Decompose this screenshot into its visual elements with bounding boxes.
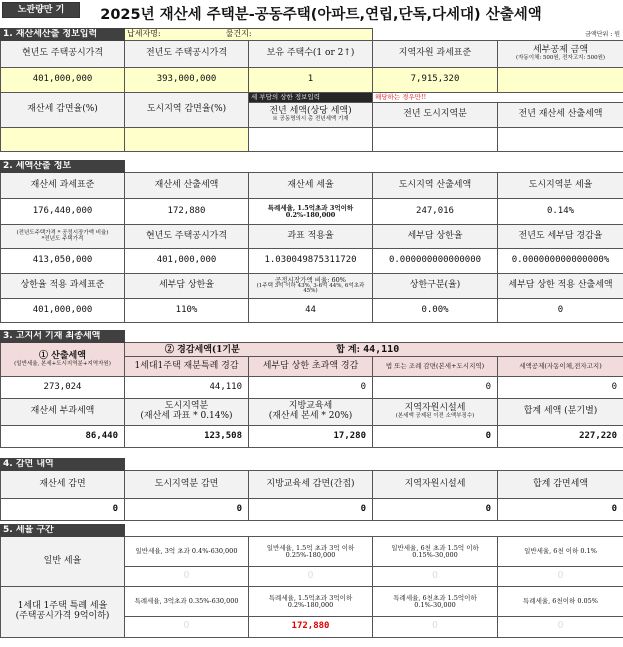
header-prop-tax: 재산세 부과세액: [1, 399, 125, 426]
special-tier-1: 특례세율, 3억초과 0.35%-630,000: [125, 587, 249, 617]
calc-tax-value: 172,880: [125, 199, 249, 225]
special-tier-2: 특례세율, 1.5억초과 3억이하 0.2%-180,000: [249, 587, 373, 617]
local-std-input[interactable]: 7,915,320: [373, 68, 498, 93]
section-4-table: [0, 458, 623, 521]
header-local-res-sub: (본세액 공제된 이전 소액부징수): [395, 413, 475, 420]
header-badge: 노관량만 기: [2, 2, 80, 18]
header-edu-sub: (재산세 본세 * 20%): [268, 411, 353, 421]
section-2-heading: 2. 세액산출 정보: [1, 161, 125, 173]
section-5-table: [0, 524, 623, 638]
header-house-count: 보유 주택수(1 or 2↑): [249, 41, 373, 68]
header-tax-std: 재산세 과세표준: [1, 173, 125, 199]
prop-tax-value: 86,440: [1, 426, 125, 448]
header-cur-price: 현년도 주택공시가격: [1, 41, 125, 68]
header-urban: [125, 399, 249, 426]
section-5-heading: 5. 세율 구간: [1, 525, 125, 537]
special-tier-3: 특례세율, 6천초과 1.5억이하 0.1%-30,000: [373, 587, 498, 617]
special-tier-4: 특례세율, 6천이하 0.05%: [498, 587, 623, 617]
header-prev-local: 전년 재산세 산출세액: [498, 103, 623, 128]
cap-info-banner: 세 부담의 상한 정보입력: [249, 93, 373, 103]
sum-value: 227,220: [498, 426, 623, 448]
general-tier-4: 일반세율, 6천 이하 0.1%: [498, 537, 623, 567]
edu-value: 17,280: [249, 426, 373, 448]
header-deduct-sub: (자동이체: 500원, 전자고지: 500원): [515, 55, 606, 62]
header-reduce-sum: 합계 감면세액: [498, 471, 623, 499]
cap-rate-value: 0.000000000000000: [373, 249, 498, 274]
cap-type-value: 0.00%: [373, 299, 498, 323]
capped-std-value: 401,000,000: [1, 299, 125, 323]
header-auto-deduct: 세액공제(자동이체,전자고지): [498, 357, 623, 377]
reduce-urban-value: 0: [125, 499, 249, 521]
section-2-table: [0, 160, 623, 323]
section-4-heading: 4. 감면 내역: [1, 459, 125, 471]
header-local-res-title: 지역자원시설세: [404, 403, 466, 414]
section-3-table: [0, 330, 623, 448]
header-urban-reduce: 도시지역 감면율(%): [125, 93, 249, 128]
reduce-prop-value: 0: [1, 499, 125, 521]
calc-total-value: 273,024: [1, 377, 125, 399]
fmv-value: 44: [249, 299, 373, 323]
reduce-input[interactable]: [1, 128, 125, 152]
header-rate: 재산세 세율: [249, 173, 373, 199]
special-value: 44,110: [125, 377, 249, 399]
header-prev-tax-sub: ※ 공동명의시 총 전년세액 기재: [272, 116, 349, 123]
header-urban-calc: 도시지역 산출세액: [373, 173, 498, 199]
urban-reduce-input[interactable]: [125, 128, 249, 152]
page-title: 2025년 재산세 주택분-공동주택(아파트,연립,단독,다세대) 산출세액: [100, 7, 542, 23]
cap-excess-value: 0: [249, 377, 373, 399]
cap-info-note: 해당하는 경우만!!: [375, 92, 427, 101]
cap-ratio-value: 110%: [125, 299, 249, 323]
reduce-sum-value: 0: [498, 499, 623, 521]
header-prev-tax-title: 전년 세액(상당 세액): [269, 106, 352, 117]
header-calc-total: [1, 343, 125, 377]
section-1-heading: 1. 재산세산출 정보입력: [1, 29, 125, 41]
urban-rate-value: 0.14%: [498, 199, 623, 225]
rate-value: 특례세율, 1.5억초과 3억이하 0.2%-180,000: [249, 199, 373, 225]
header-fmv-title: 공정시장가액 비율: 60%: [274, 275, 346, 284]
header-calc-title: ① 산출세액: [39, 350, 86, 361]
house-count-input[interactable]: 1: [249, 68, 373, 93]
prev-urban-input[interactable]: [373, 128, 498, 152]
general-tier-2: 일반세율, 1.5억 초과 3억 이하 0.25%-180,000: [249, 537, 373, 567]
header-urban-title: 도시지역분: [164, 401, 209, 412]
header-reduce: 재산세 감면율(%): [1, 93, 125, 128]
general-tier-2-value: 0: [249, 567, 373, 587]
header-prev-urban: 전년 도시지역분: [373, 103, 498, 128]
section-3-heading: 3. 고지서 기재 최종세액: [1, 331, 125, 343]
header-reduce-local: 지역자원시설세: [373, 471, 498, 499]
header-deduct: [498, 41, 623, 68]
local-res-value: 0: [373, 426, 498, 448]
cur-price-2-value: 401,000,000: [125, 249, 249, 274]
header-reduce-edu: 지방교육세 감면(간접): [249, 471, 373, 499]
header-prev-std: [1, 225, 125, 249]
taxpayer-label: 납세자명:: [127, 29, 161, 39]
general-tier-1-value: 0: [125, 567, 249, 587]
reduce-total-value: 44,110: [363, 343, 400, 355]
header-calc-tax: 재산세 산출세액: [125, 173, 249, 199]
header-apply-rate: 과표 적용율: [249, 225, 373, 249]
reduce-total-label: 합 계:: [336, 344, 360, 355]
item-label: 물건지:: [225, 29, 252, 39]
header-urban-sub: (재산세 과표 * 0.14%): [140, 411, 233, 421]
deduct-input[interactable]: [498, 68, 623, 93]
urban-value: 123,508: [125, 426, 249, 448]
special-rate-label: [1, 587, 125, 638]
header-cap-type: 상한구분(율): [373, 274, 498, 299]
general-tier-1: 일반세율, 3억 초과 0.4%-630,000: [125, 537, 249, 567]
auto-deduct-value: 0: [498, 377, 623, 399]
urban-calc-value: 247,016: [373, 199, 498, 225]
prev-tax-input[interactable]: [249, 128, 373, 152]
header-reduce-urban: 도시지역분 감면: [125, 471, 249, 499]
apply-rate-value: 1.030049875311720: [249, 249, 373, 274]
header-edu-title: 지방교육세: [288, 401, 333, 412]
prev-price-input[interactable]: 393,000,000: [125, 68, 249, 93]
cap-applied-value: 0: [498, 299, 623, 323]
reduce-group-title: ② 경감세액(1기분: [165, 344, 240, 355]
cur-price-input[interactable]: 401,000,000: [1, 68, 125, 93]
header-cur-price-2: 현년도 주택공시가격: [125, 225, 249, 249]
header-prev-std-title: (전년도주택가격 * 공정시장가액 비율): [16, 229, 109, 236]
header-calc-sub: (일반세율, 본세+도시지역분+지역자원): [14, 360, 111, 367]
header-edu: [249, 399, 373, 426]
section-1-table: [0, 28, 623, 152]
reduce-edu-value: 0: [249, 499, 373, 521]
header-reduce-prop: 재산세 감면: [1, 471, 125, 499]
special-rate-title: 1세대 1주택 특례 세율: [17, 601, 108, 612]
header-fmv-sub: (1주택 3억 이하 43%, 3-6억 44%, 6억초과 45%): [256, 282, 365, 295]
header-prev-reduce: 전년도 세부담 경감율: [498, 225, 623, 249]
general-rate-label: 일반 세율: [1, 537, 125, 587]
special-tier-2-value: 172,880: [249, 617, 373, 638]
unit-label: 금액단위 : 원: [585, 31, 620, 38]
special-tier-3-value: 0: [373, 617, 498, 638]
special-rate-sub: (주택공시가격 9억이하): [15, 611, 110, 621]
header-local-std: 지역자원 과세표준: [373, 41, 498, 68]
tax-std-value: 176,440,000: [1, 199, 125, 225]
header-urban-rate: 도시지역분 세율: [498, 173, 623, 199]
taxpayer-field[interactable]: [125, 29, 373, 41]
prev-local-input[interactable]: [498, 128, 623, 152]
header-cap-excess: 세부담 상한 초과액 경감: [249, 357, 373, 377]
general-tier-3-value: 0: [373, 567, 498, 587]
general-tier-3: 일반세율, 6천 초과 1.5억 이하 0.15%-30,000: [373, 537, 498, 567]
header-prev-price: 전년도 주택공시가격: [125, 41, 249, 68]
header-capped-std: 상한율 적용 과세표준: [1, 274, 125, 299]
reduce-local-value: 0: [373, 499, 498, 521]
prev-std-value: 413,050,000: [1, 249, 125, 274]
reduce-group-header: [125, 343, 623, 357]
header-local-res: [373, 399, 498, 426]
header-deduct-title: 세부공제 금액: [532, 45, 589, 56]
header-sum: 합계 세액 (분기별): [498, 399, 623, 426]
header-prev-tax: [249, 103, 373, 128]
special-tier-1-value: 0: [125, 617, 249, 638]
prev-reduce-value: 0.000000000000000%: [498, 249, 623, 274]
header-law-reduce: 법 또는 조례 감면(본세+도시지역): [373, 357, 498, 377]
law-reduce-value: 0: [373, 377, 498, 399]
header-cap-ratio: 세부담 상한율: [125, 274, 249, 299]
general-tier-4-value: 0: [498, 567, 623, 587]
header-cap-rate: 세부담 상한율: [373, 225, 498, 249]
header-prev-std-sub: *전년도 주택가격: [41, 235, 84, 242]
header-special: 1세대1주택 재분특례 경감: [125, 357, 249, 377]
header-fmv: [249, 274, 373, 299]
special-tier-4-value: 0: [498, 617, 623, 638]
header-cap-applied: 세부담 상한 적용 산출세액: [498, 274, 623, 299]
